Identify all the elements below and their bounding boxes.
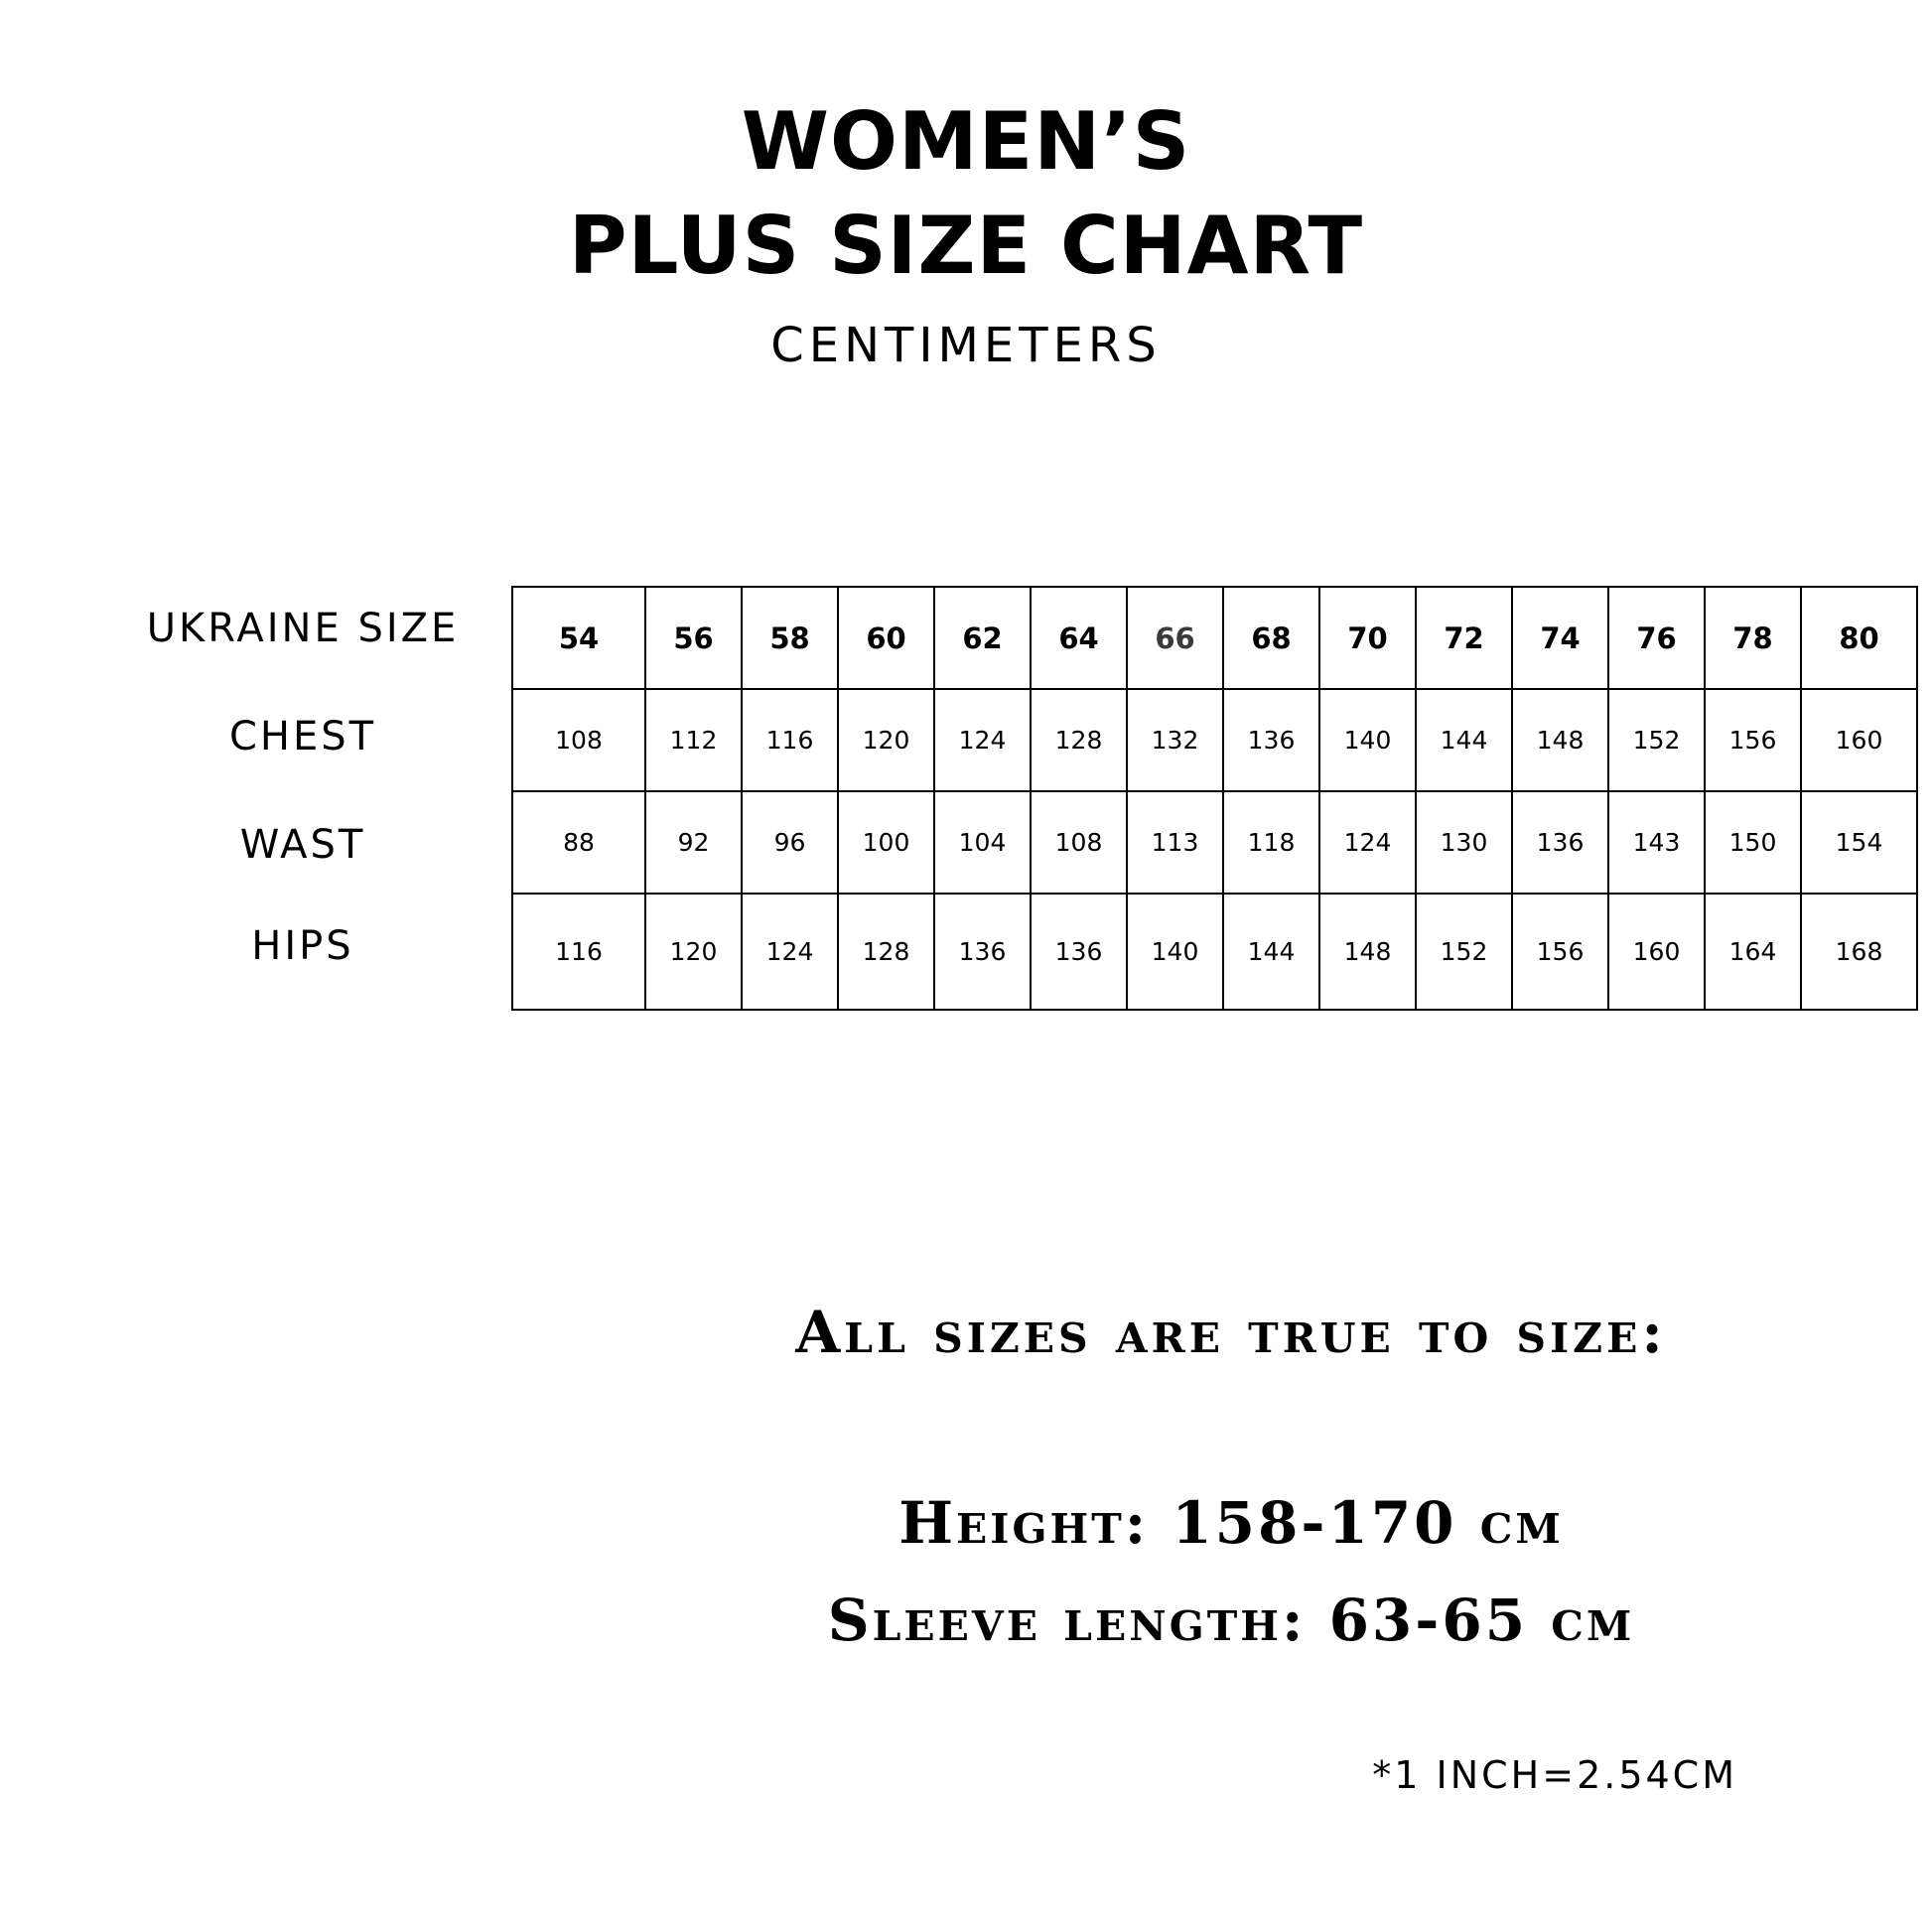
cell-hips-0: 116: [512, 894, 645, 1010]
cell-wast-1: 92: [645, 791, 742, 894]
cell-chest-6: 132: [1127, 689, 1223, 791]
true-to-size-note: All sizes are true to size:: [795, 1299, 1667, 1366]
cell-chest-5: 128: [1031, 689, 1127, 791]
cell-wast-4: 104: [934, 791, 1031, 894]
row-label-hips: HIPS: [251, 923, 354, 969]
cell-hips-10: 156: [1512, 894, 1608, 1010]
cell-hips-6: 140: [1127, 894, 1223, 1010]
cell-ukraine-size-0: 54: [512, 587, 645, 689]
cell-chest-11: 152: [1608, 689, 1705, 791]
cell-hips-12: 164: [1705, 894, 1801, 1010]
cell-wast-2: 96: [742, 791, 838, 894]
cell-chest-7: 136: [1223, 689, 1319, 791]
cell-ukraine-size-7: 68: [1223, 587, 1319, 689]
cell-wast-3: 100: [838, 791, 934, 894]
cell-chest-0: 108: [512, 689, 645, 791]
title-line-2: PLUS SIZE CHART: [568, 200, 1364, 292]
cell-ukraine-size-2: 58: [742, 587, 838, 689]
cell-ukraine-size-12: 78: [1705, 587, 1801, 689]
cell-wast-12: 150: [1705, 791, 1801, 894]
cell-wast-8: 124: [1319, 791, 1416, 894]
cell-wast-6: 113: [1127, 791, 1223, 894]
cell-ukraine-size-3: 60: [838, 587, 934, 689]
sleeve-length-note: Sleeve length: 63-65 cm: [827, 1587, 1635, 1654]
cell-ukraine-size-1: 56: [645, 587, 742, 689]
cell-chest-8: 140: [1319, 689, 1416, 791]
cell-wast-10: 136: [1512, 791, 1608, 894]
cell-ukraine-size-10: 74: [1512, 587, 1608, 689]
cell-hips-13: 168: [1801, 894, 1917, 1010]
cell-chest-4: 124: [934, 689, 1031, 791]
cell-ukraine-size-5: 64: [1031, 587, 1127, 689]
row-label-wast: WAST: [239, 822, 366, 868]
cell-wast-11: 143: [1608, 791, 1705, 894]
cell-hips-9: 152: [1416, 894, 1512, 1010]
table-row-hips: [512, 894, 1917, 1010]
cell-chest-13: 160: [1801, 689, 1917, 791]
cell-ukraine-size-11: 76: [1608, 587, 1705, 689]
cell-chest-1: 112: [645, 689, 742, 791]
title-line-1: WOMEN’S: [741, 95, 1191, 188]
cell-wast-0: 88: [512, 791, 645, 894]
height-note: Height: 158-170 cm: [898, 1489, 1564, 1557]
row-label-ukraine-size: UKRAINE SIZE: [146, 606, 460, 651]
cell-hips-5: 136: [1031, 894, 1127, 1010]
inch-conversion-footnote: *1 INCH=2.54CM: [1372, 1753, 1737, 1797]
size-table: [511, 586, 1918, 1011]
cell-hips-7: 144: [1223, 894, 1319, 1010]
cell-chest-9: 144: [1416, 689, 1512, 791]
cell-wast-13: 154: [1801, 791, 1917, 894]
cell-chest-12: 156: [1705, 689, 1801, 791]
size-table-body: [512, 587, 1917, 1010]
cell-ukraine-size-6: 66: [1127, 587, 1223, 689]
cell-chest-10: 148: [1512, 689, 1608, 791]
cell-ukraine-size-9: 72: [1416, 587, 1512, 689]
row-label-chest: CHEST: [228, 714, 377, 759]
cell-wast-7: 118: [1223, 791, 1319, 894]
cell-ukraine-size-8: 70: [1319, 587, 1416, 689]
cell-ukraine-size-13: 80: [1801, 587, 1917, 689]
cell-hips-2: 124: [742, 894, 838, 1010]
cell-chest-2: 116: [742, 689, 838, 791]
cell-hips-11: 160: [1608, 894, 1705, 1010]
table-row-ukraine-size: [512, 587, 1917, 689]
cell-ukraine-size-4: 62: [934, 587, 1031, 689]
cell-wast-5: 108: [1031, 791, 1127, 894]
cell-hips-8: 148: [1319, 894, 1416, 1010]
cell-hips-3: 128: [838, 894, 934, 1010]
table-row-chest: [512, 689, 1917, 791]
cell-chest-3: 120: [838, 689, 934, 791]
subtitle: CENTIMETERS: [770, 318, 1162, 373]
cell-hips-1: 120: [645, 894, 742, 1010]
cell-wast-9: 130: [1416, 791, 1512, 894]
table-row-wast: [512, 791, 1917, 894]
cell-hips-4: 136: [934, 894, 1031, 1010]
